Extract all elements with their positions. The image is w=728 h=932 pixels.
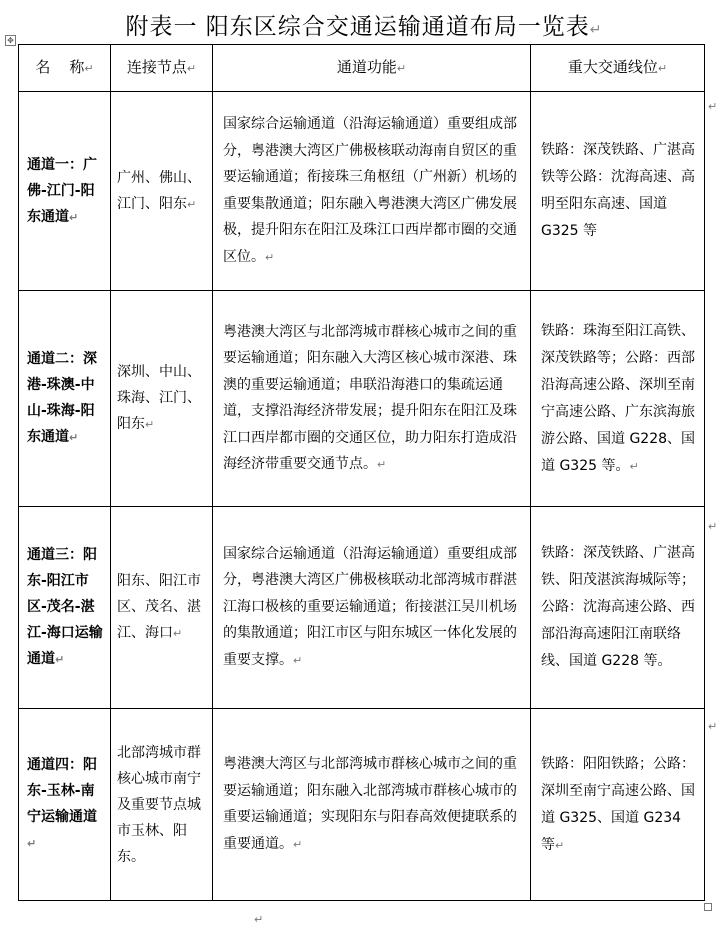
header-function: 通道功能↵ xyxy=(213,45,531,92)
channel-table xyxy=(18,44,705,901)
channel-nodes: 北部湾城市群核心城市南宁及重要节点城市玉林、阳东。 xyxy=(111,709,213,901)
channel-function: 粤港澳大湾区与北部湾城市群核心城市之间的重要运输通道；阳东融入北部湾城市群核心城市的重要运输通道；实现阳东与阳春高效便捷联系的重要通道。↵ xyxy=(213,709,531,901)
table-row xyxy=(19,291,705,507)
header-lines: 重大交通线位↵ xyxy=(531,45,705,92)
channel-lines: 铁路：阳阳铁路；公路：深圳至南宁高速公路、国道 G325、国道 G234 等↵ xyxy=(531,709,705,901)
channel-lines: 铁路：珠海至阳江高铁、深茂铁路等；公路：西部沿海高速公路、深圳至南宁高速公路、广东滨海旅游公路、国道 G228、国道 G325 等。↵ xyxy=(531,291,705,507)
channel-nodes: 深圳、中山、珠海、江门、阳东↵ xyxy=(111,291,213,507)
table-row xyxy=(19,507,705,709)
channel-lines: 铁路：深茂铁路、广湛高铁等公路：沈海高速、高明至阳东高速、国道G325 等 xyxy=(531,92,705,291)
channel-nodes: 阳东、阳江市区、茂名、湛江、海口↵ xyxy=(111,507,213,709)
header-name: 名 称↵ xyxy=(19,45,111,92)
table-row xyxy=(19,92,705,291)
channel-name: 通道二：深港-珠澳-中山-珠海-阳东通道↵ xyxy=(19,291,111,507)
row-end-mark: ↵ xyxy=(708,100,718,113)
row-end-mark: ↵ xyxy=(708,720,718,733)
table-row xyxy=(19,709,705,901)
channel-function: 国家综合运输通道（沿海运输通道）重要组成部分，粤港澳大湾区广佛极核联动海南自贸区的重要运输通道；衔接珠三角枢纽（广州新）机场的重要集散通道；阳东融入粤港澳大湾区广佛发展极，提升阳东在阳江及珠江口西岸都市圈的交通区位。↵ xyxy=(213,92,531,291)
row-end-mark: ↵ xyxy=(708,520,718,533)
channel-nodes: 广州、佛山、江门、阳东↵ xyxy=(111,92,213,291)
channel-name: 通道四：阳东-玉林-南宁运输通道↵ xyxy=(19,709,111,901)
header-nodes: 连接节点↵ xyxy=(111,45,213,92)
table-move-handle-icon[interactable]: ✥ xyxy=(5,35,16,46)
table-resize-handle[interactable] xyxy=(704,903,712,911)
channel-name: 通道一：广佛-江门-阳东通道↵ xyxy=(19,92,111,291)
channel-name: 通道三：阳东-阳江市区-茂名-湛江-海口运输通道↵ xyxy=(19,507,111,709)
page-title: 附表一 阳东区综合交通运输通道布局一览表↵ xyxy=(125,14,603,40)
paragraph-mark: ↵ xyxy=(254,913,264,926)
channel-function: 粤港澳大湾区与北部湾城市群核心城市之间的重要运输通道；阳东融入大湾区核心城市深港、珠澳的重要运输通道；串联沿海港口的集疏运通道，支撑沿海经济带发展；提升阳东在阳江及珠江口西岸都市圈的交通区位，助力阳东打造成沿海经济带重要交通节点。↵ xyxy=(213,291,531,507)
table-header-row xyxy=(19,45,705,92)
channel-function: 国家综合运输通道（沿海运输通道）重要组成部分，粤港澳大湾区广佛极核联动北部湾城市群湛江海口极核的重要运输通道；衔接湛江吴川机场的集散通道；阳江市区与阳东城区一体化发展的重要支撑。↵ xyxy=(213,507,531,709)
channel-lines: 铁路：深茂铁路、广湛高铁、阳茂湛滨海城际等；公路：沈海高速公路、西部沿海高速阳江南联络线、国道 G228 等。 xyxy=(531,507,705,709)
